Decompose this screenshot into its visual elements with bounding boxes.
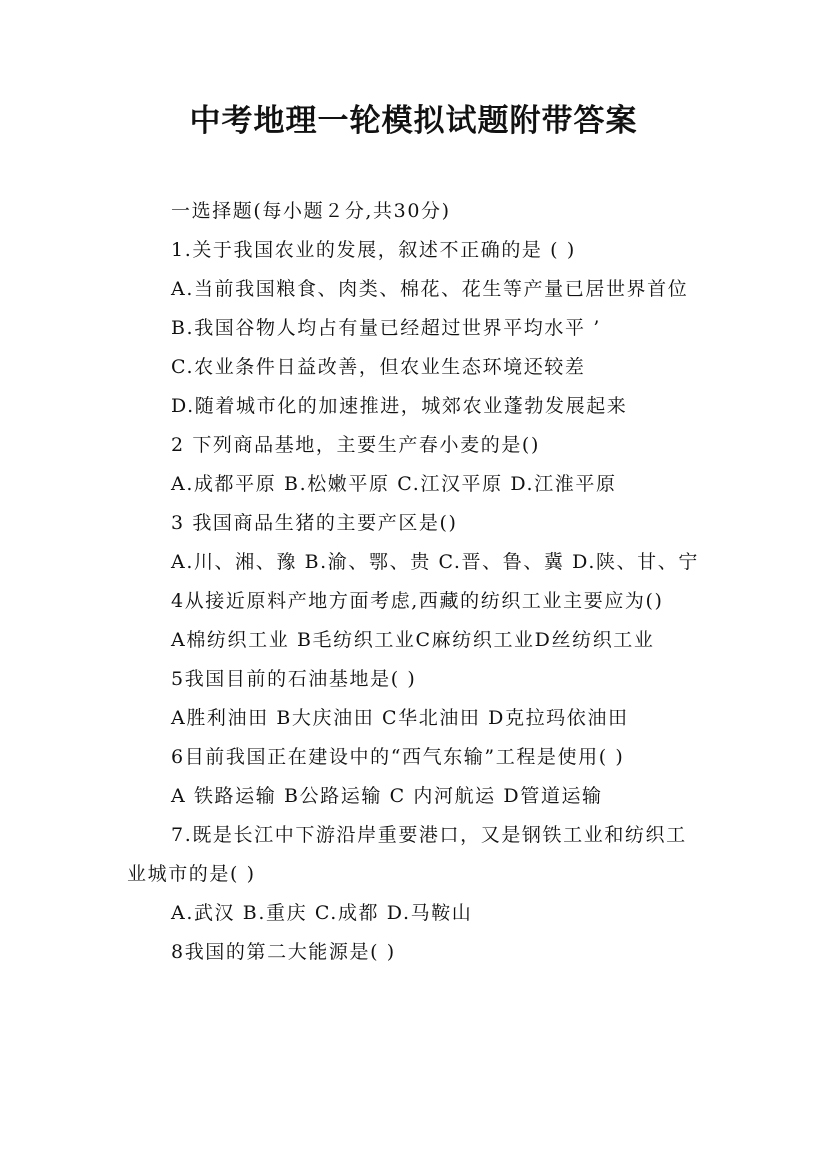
options-6: A 铁路运输 B公路运输 C 内河航运 D管道运输	[171, 785, 603, 807]
document-title: 中考地理一轮模拟试题附带答案	[189, 103, 638, 139]
options-4: A棉纺织工业 B毛纺织工业C麻纺织工业D丝纺织工业	[171, 629, 655, 651]
section-heading: 一选择题(每小题２分,共30分)	[171, 200, 451, 222]
option-1c: C.农业条件日益改善，但农业生态环境还较差	[171, 356, 586, 378]
options-3: A.川、湘、豫 B.渝、鄂、贵 C.晋、鲁、冀 D.陕、甘、宁	[171, 551, 699, 573]
option-1b: B.我国谷物人均占有量已经超过世界平均水平 ’	[171, 317, 601, 339]
options-5: A胜利油田 B大庆油田 C华北油田 D克拉玛依油田	[171, 707, 629, 729]
question-7: 7.既是长江中下游沿岸重要港口，又是钢铁工业和纺织工业城市的是( )	[127, 824, 687, 885]
question-2: 2 下列商品基地，主要生产春小麦的是()	[171, 434, 540, 456]
option-1a: A.当前我国粮食、肉类、棉花、花生等产量已居世界首位	[171, 278, 689, 300]
question-4: 4从接近原料产地方面考虑,西藏的纺织工业主要应为()	[171, 590, 664, 612]
document-body	[127, 192, 705, 972]
question-1: 1.关于我国农业的发展，叙述不正确的是 ( )	[171, 239, 576, 261]
options-7: A.武汉 B.重庆 C.成都 D.马鞍山	[171, 902, 473, 924]
question-8: 8我国的第二大能源是( )	[171, 941, 396, 963]
option-1d: D.随着城市化的加速推进，城郊农业蓬勃发展起来	[171, 395, 628, 417]
question-3: 3 我国商品生猪的主要产区是()	[171, 512, 458, 534]
options-2: A.成都平原 B.松嫩平原 C.江汉平原 D.江淮平原	[171, 473, 617, 495]
question-5: 5我国目前的石油基地是( )	[171, 668, 417, 690]
question-6: 6目前我国正在建设中的“西气东输”工程是使用( )	[171, 746, 625, 768]
